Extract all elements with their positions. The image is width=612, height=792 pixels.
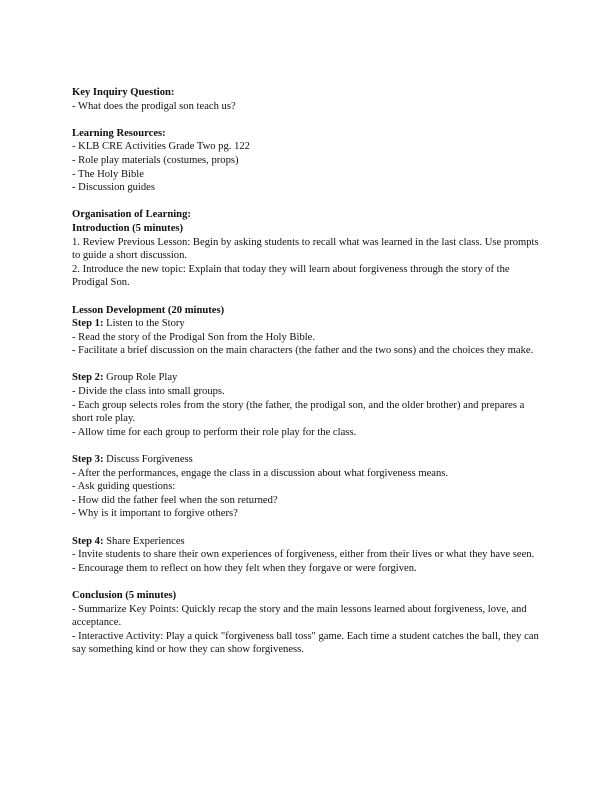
step-item: - Ask guiding questions: bbox=[72, 481, 176, 493]
key-inquiry-item: - What does the prodigal son teach us? bbox=[72, 100, 236, 112]
development-heading: Lesson Development (20 minutes) bbox=[72, 304, 225, 316]
step-item: - Divide the class into small groups. bbox=[72, 386, 225, 398]
step-title: Share Experiences bbox=[103, 535, 185, 547]
step-item: - Each group selects roles from the story (the father, the prodigal son, and the older brother) and prepares a short role play. bbox=[72, 399, 525, 425]
organisation-section bbox=[72, 208, 544, 290]
introduction-item: 2. Introduce the new topic: Explain that today they will learn about forgiveness through the story of the Prodigal Son. bbox=[72, 263, 510, 289]
step-item: - Invite students to share their own experiences of forgiveness, either from their lives or what they have seen. bbox=[72, 549, 535, 561]
step-title: Listen to the Story bbox=[103, 318, 185, 330]
resources-heading: Learning Resources: bbox=[72, 127, 166, 139]
resource-item: - Role play materials (costumes, props) bbox=[72, 154, 239, 166]
development-step-2 bbox=[72, 371, 544, 439]
conclusion-heading: Conclusion (5 minutes) bbox=[72, 589, 177, 601]
introduction-heading: Introduction (5 minutes) bbox=[72, 222, 184, 234]
resource-item: - Discussion guides bbox=[72, 182, 155, 194]
step-title-line bbox=[72, 371, 544, 385]
development-step-1 bbox=[72, 304, 544, 358]
development-step-3 bbox=[72, 453, 544, 521]
step-item: - After the performances, engage the class in a discussion about what forgiveness means. bbox=[72, 467, 449, 479]
step-title: Discuss Forgiveness bbox=[103, 454, 193, 466]
step-title: Group Role Play bbox=[103, 372, 178, 384]
conclusion-item: - Summarize Key Points: Quickly recap the story and the main lessons learned about forgiveness, love, and acceptance. bbox=[72, 603, 527, 629]
step-title-line bbox=[72, 453, 544, 467]
step-item: - Allow time for each group to perform their role play for the class. bbox=[72, 426, 357, 438]
step-item: - Facilitate a brief discussion on the main characters (the father and the two sons) and the choices they make. bbox=[72, 345, 534, 357]
key-inquiry-heading: Key Inquiry Question: bbox=[72, 87, 175, 98]
document-page bbox=[72, 86, 544, 671]
resource-item: - KLB CRE Activities Grade Two pg. 122 bbox=[72, 141, 250, 153]
conclusion-item: - Interactive Activity: Play a quick "forgiveness ball toss" game. Each time a student catches the ball, they can say something kind or how they can show forgiveness. bbox=[72, 630, 539, 656]
step-label: Step 1: bbox=[72, 318, 104, 330]
resources-section bbox=[72, 127, 544, 195]
step-item: - How did the father feel when the son returned? bbox=[72, 494, 278, 506]
step-title-line bbox=[72, 317, 544, 331]
step-label: Step 2: bbox=[72, 372, 104, 384]
step-item: - Encourage them to reflect on how they felt when they forgave or were forgiven. bbox=[72, 562, 417, 574]
resource-item: - The Holy Bible bbox=[72, 168, 144, 180]
step-label: Step 3: bbox=[72, 454, 104, 466]
step-title-line bbox=[72, 535, 544, 549]
organisation-heading: Organisation of Learning: bbox=[72, 209, 191, 221]
development-step-4 bbox=[72, 535, 544, 576]
step-item: - Read the story of the Prodigal Son from the Holy Bible. bbox=[72, 331, 316, 343]
step-label: Step 4: bbox=[72, 535, 104, 547]
conclusion-section bbox=[72, 589, 544, 657]
step-item: - Why is it important to forgive others? bbox=[72, 508, 238, 520]
introduction-item: 1. Review Previous Lesson: Begin by asking students to recall what was learned in the last class. Use prompts to guide a short discussion. bbox=[72, 236, 539, 262]
key-inquiry-section bbox=[72, 86, 544, 113]
